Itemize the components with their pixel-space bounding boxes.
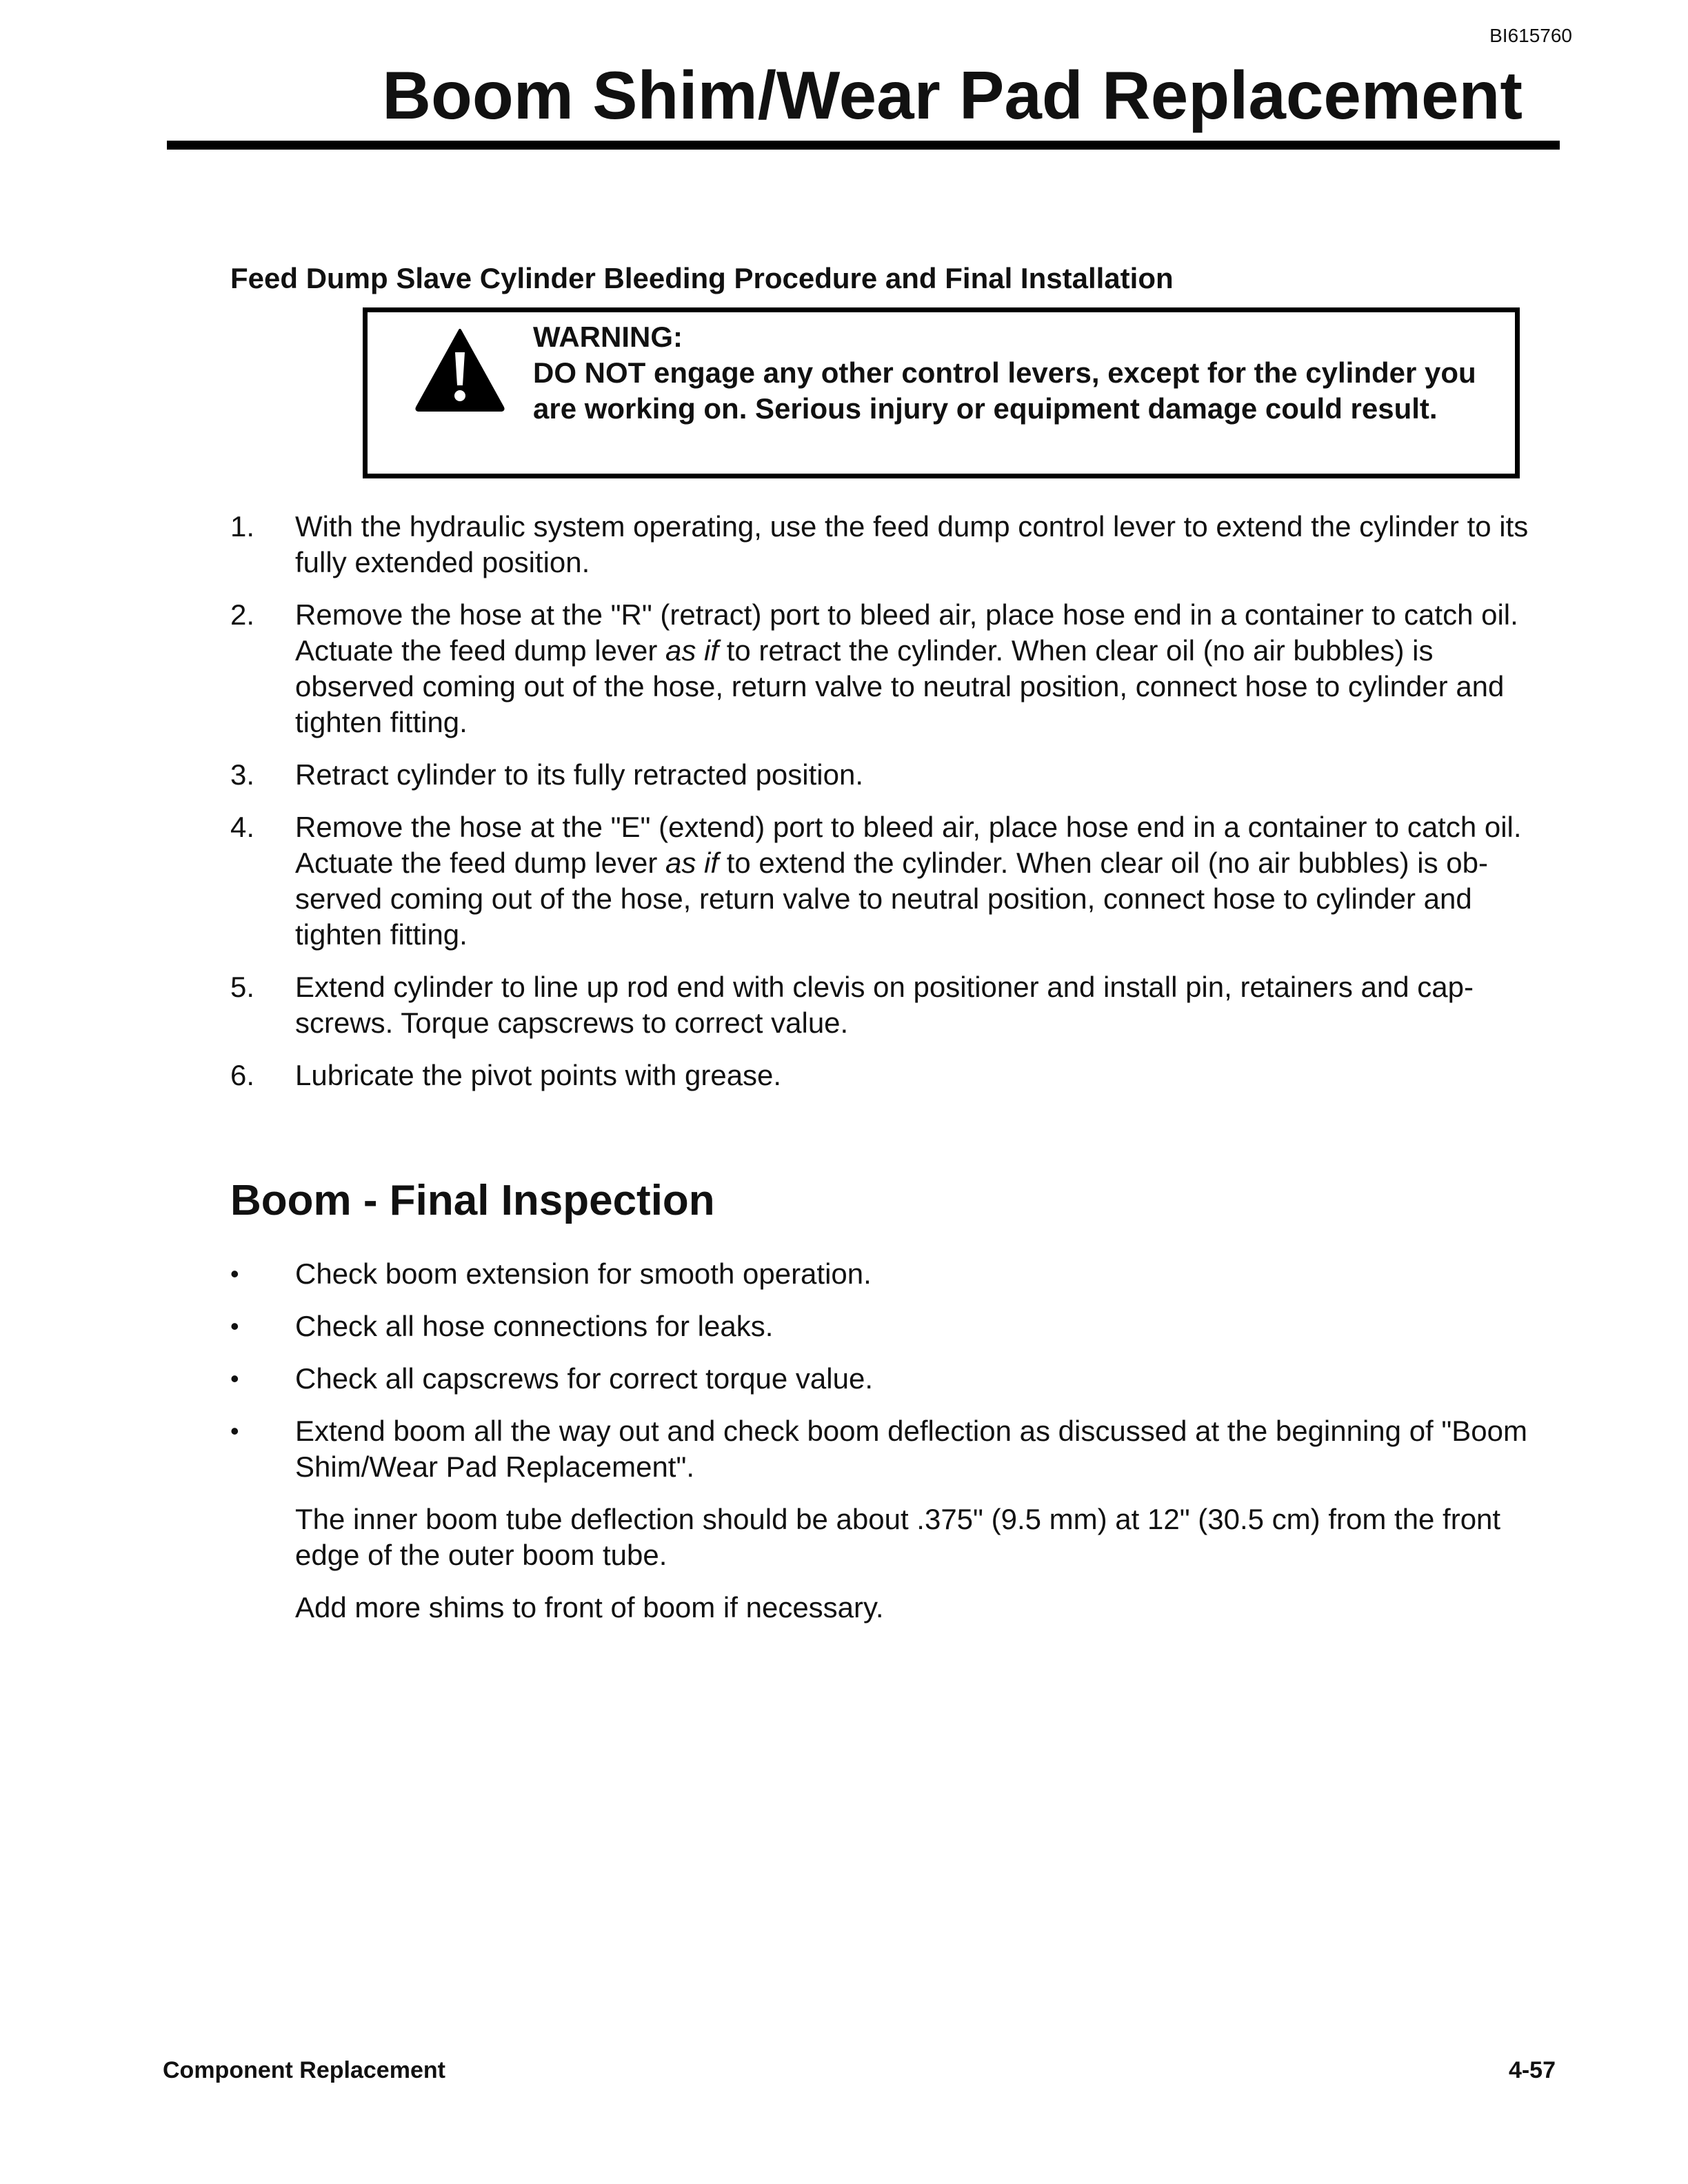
step-text: to retract the cylinder. When clear oil (no air bubbles) is observed coming out of the hose, return valve to neutral position, connect hose to cylinder and tighten fitting. xyxy=(295,634,1505,738)
step-number: 6. xyxy=(230,1059,255,1091)
step-number: 1. xyxy=(230,510,255,543)
checklist-text: Check boom extension for smooth operation. xyxy=(295,1257,872,1290)
checklist-item xyxy=(230,1413,1554,1626)
checklist-text: Extend boom all the way out and check boom deflection as discussed at the beginning of "Boom Shim/Wear Pad Replacement". xyxy=(295,1415,1528,1483)
checklist-item xyxy=(230,1256,1554,1292)
warning-text-block xyxy=(533,319,1498,427)
step-item xyxy=(230,809,1554,953)
step-emphasis: as if xyxy=(665,634,719,667)
step-text: to extend the cylinder. When clear oil (no air bubbles) is ob-served coming out of the hose, return valve to neutral position, connect hose to cylinder and tighten fitting. xyxy=(295,847,1488,951)
bullet-marker: • xyxy=(230,1417,239,1445)
checklist-text: Check all capscrews for correct torque value. xyxy=(295,1362,874,1395)
checklist-item xyxy=(230,1308,1554,1344)
step-emphasis: as if xyxy=(665,847,719,879)
footer-page-number: 4-57 xyxy=(1508,2057,1556,2083)
bleeding-steps-list xyxy=(230,509,1554,1110)
step-item xyxy=(230,969,1554,1041)
step-number: 2. xyxy=(230,598,255,631)
checklist-text: Check all hose connections for leaks. xyxy=(295,1310,774,1342)
deflection-note: The inner boom tube deflection should be about .375" (9.5 mm) at 12" (30.5 cm) from the front edge of the outer boom tube. xyxy=(295,1503,1501,1571)
warning-message: DO NOT engage any other control levers, except for the cylinder you are working on. Serious injury or equipment damage could result. xyxy=(533,356,1476,425)
step-item xyxy=(230,1058,1554,1093)
step-number: 5. xyxy=(230,971,255,1003)
step-text: Extend cylinder to line up rod end with clevis on positioner and install pin, retainers and cap-screws. Torque capscrews to correct value. xyxy=(295,971,1474,1039)
shim-note: Add more shims to front of boom if necessary. xyxy=(295,1591,884,1624)
step-number: 4. xyxy=(230,811,255,843)
step-text: Remove the hose at the "R" (retract) port to bleed air, place hose end in a container to catch oil. Actuate the feed dump lever xyxy=(295,598,1518,667)
page-title: Boom Shim/Wear Pad Replacement xyxy=(382,57,1523,133)
footer-section-name: Component Replacement xyxy=(163,2057,445,2083)
bullet-marker: • xyxy=(230,1364,239,1393)
step-item xyxy=(230,757,1554,793)
step-text: Remove the hose at the "E" (extend) port to bleed air, place hose end in a container to catch oil. Actuate the feed dump lever xyxy=(295,811,1522,879)
warning-label: WARNING: xyxy=(533,321,683,353)
step-text: Retract cylinder to its fully retracted position. xyxy=(295,758,864,791)
checklist-item xyxy=(230,1361,1554,1397)
inspection-checklist xyxy=(230,1256,1554,1642)
step-item xyxy=(230,597,1554,740)
step-number: 3. xyxy=(230,758,255,791)
document-id: BI615760 xyxy=(1489,25,1572,46)
bullet-marker: • xyxy=(230,1260,239,1288)
bullet-marker: • xyxy=(230,1312,239,1340)
step-text: Lubricate the pivot points with grease. xyxy=(295,1059,782,1091)
section-heading: Feed Dump Slave Cylinder Bleeding Procedure and Final Installation xyxy=(230,262,1174,294)
step-text: With the hydraulic system operating, use the feed dump control lever to extend the cylinder to its fully extended position. xyxy=(295,510,1529,578)
step-item xyxy=(230,509,1554,580)
warning-triangle-icon xyxy=(414,327,505,412)
warning-box xyxy=(363,307,1520,478)
title-rule xyxy=(167,141,1560,150)
inspection-heading: Boom - Final Inspection xyxy=(230,1177,715,1224)
